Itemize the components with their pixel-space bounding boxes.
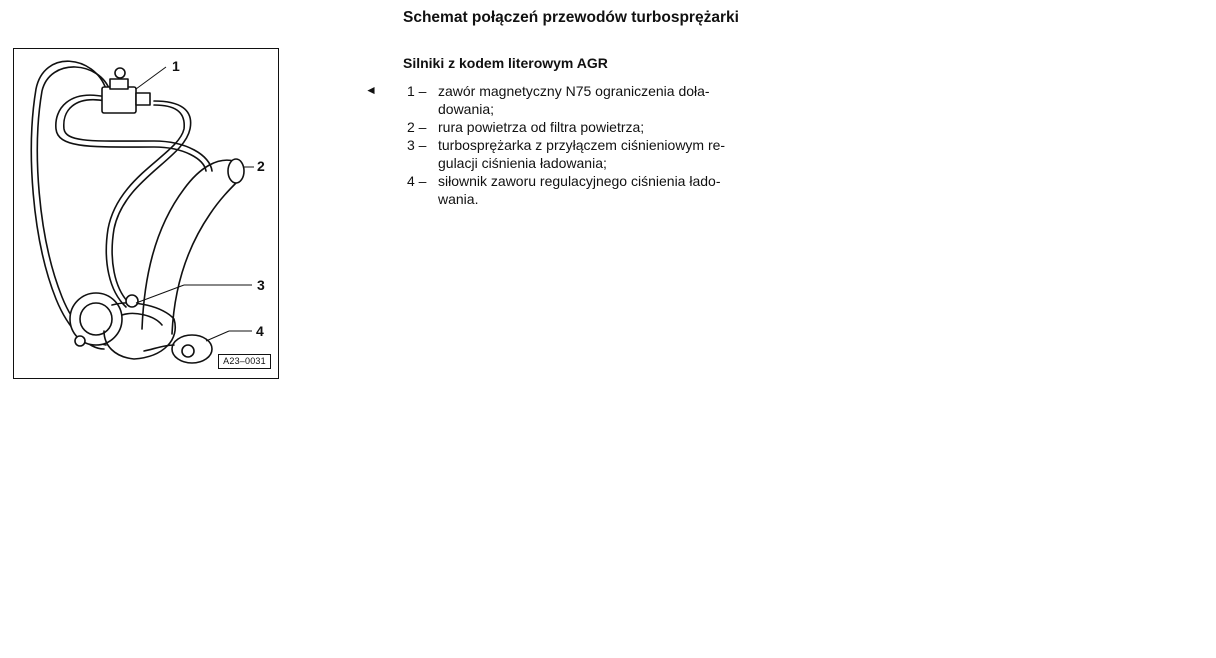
air-pipe-end [228, 159, 244, 183]
figure-code: A23–0031 [218, 354, 271, 369]
callout-3: 3 [257, 277, 265, 293]
legend-item-number: 4 – [407, 173, 427, 189]
air-pipe [142, 160, 234, 329]
arrow-left-icon: ◄ [365, 83, 377, 97]
legend-item [407, 82, 752, 118]
legend-item-text: siłownik zaworu regulacyjnego ciśnienia łado-wania. [438, 173, 721, 207]
legend-item [407, 172, 752, 208]
air-pipe-outer [172, 181, 238, 334]
legend-item-text: turbosprężarka z przyłączem ciśnieniowym re-gulacji ciśnienia ładowania; [438, 137, 726, 171]
legend-item-text: zawór magnetyczny N75 ograniczenia doła-dowania; [438, 83, 710, 117]
legend-item [407, 118, 752, 136]
legend-item-text: rura powietrza od filtra powietrza; [438, 119, 645, 135]
callout-1: 1 [172, 58, 180, 74]
valve-cap [110, 79, 128, 89]
page-title: Schemat połączeń przewodów turbosprężarki [403, 9, 739, 26]
valve-body [102, 87, 136, 113]
callout-2: 2 [257, 158, 265, 174]
legend-item-number: 1 – [407, 83, 427, 99]
legend-item-number: 3 – [407, 137, 427, 153]
legend-item [407, 136, 752, 172]
turbocharger-diagram [13, 48, 279, 379]
legend-list [407, 82, 752, 208]
engine-code-heading: Silniki z kodem literowym AGR [403, 55, 608, 71]
actuator [172, 335, 212, 363]
leader-1 [136, 67, 166, 89]
leader-4 [206, 331, 229, 341]
hose-loop-inner [64, 100, 212, 171]
pressure-port [126, 295, 138, 307]
legend-item-number: 2 – [407, 119, 427, 135]
hose-right [112, 101, 191, 304]
callout-4: 4 [256, 323, 264, 339]
diagram-drawing [14, 49, 280, 380]
